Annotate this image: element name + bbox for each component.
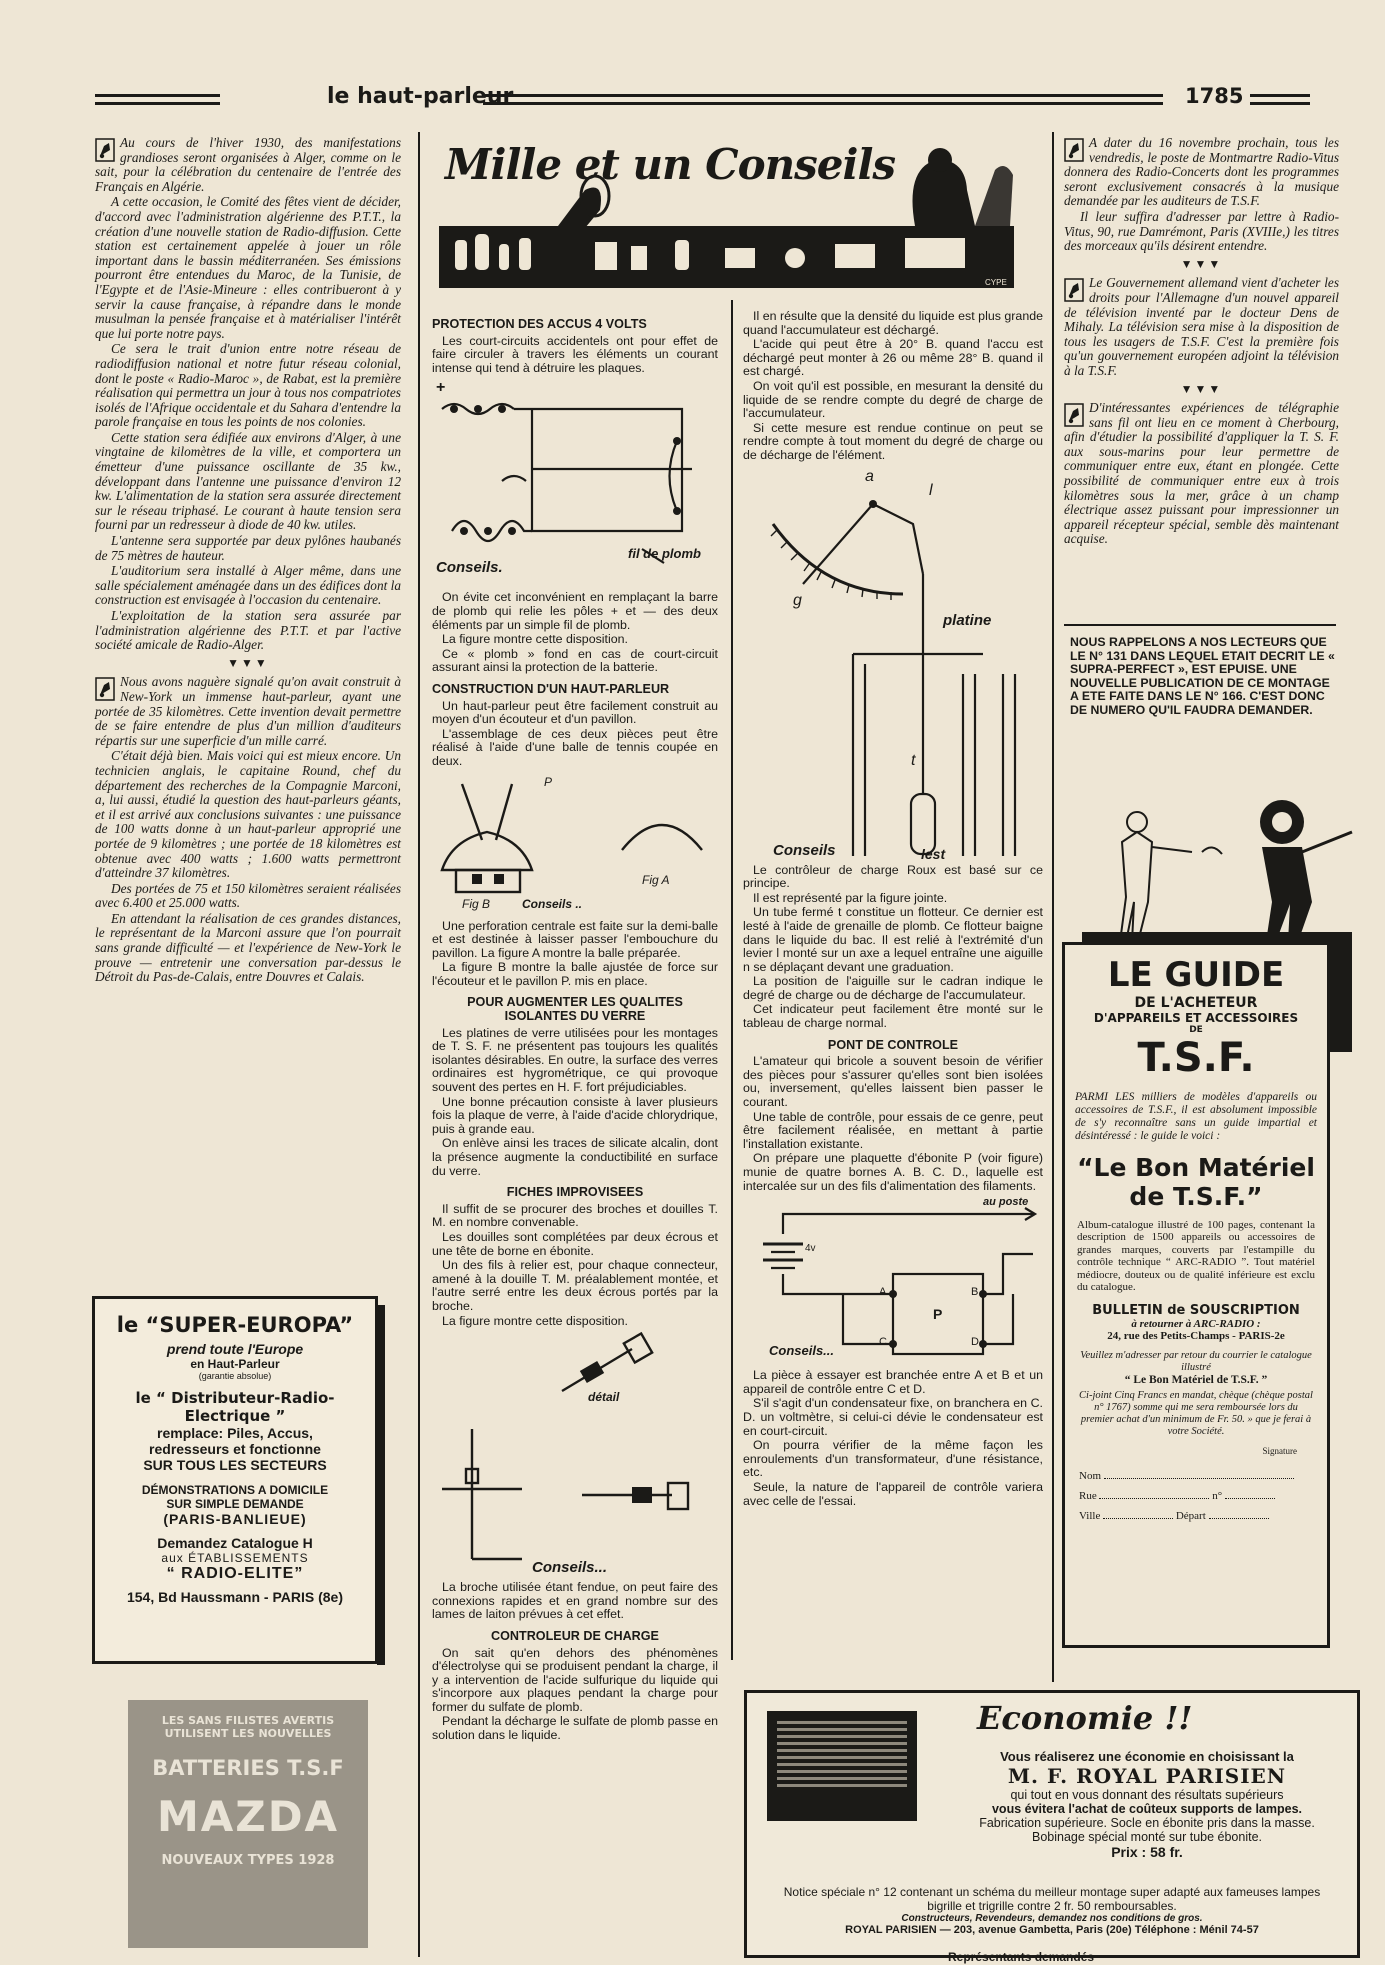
paragraph: On enlève ainsi les traces de silicate alcalin, dont la présence augmente la conductibilité en surface du verre. (432, 1136, 718, 1178)
paragraph: Il en résulte que la densité du liquide est plus grande quand l'accumulateur est déchargé. (743, 309, 1043, 337)
ad-paragraph: Veuillez m'adresser par retour du courrier le catalogue illustré (1080, 1350, 1312, 1374)
figure-label: P (933, 1306, 943, 1323)
ad-paragraph: PARMI LES milliers de modèles d'appareils ou accessoires de T.S.F., il est absolument impossible de s'y reconnaître sans un guide impartial et désintéressé : le guide le voici : (1075, 1091, 1317, 1142)
paragraph: La pièce à essayer est branchée entre A et B et un appareil de contrôle entre C et D. (743, 1368, 1043, 1396)
ad-headline: de T.S.F.” (1129, 1182, 1263, 1211)
paragraph: La figure montre cette disposition. (442, 632, 628, 647)
paragraph: Il est représenté par la figure jointe. (753, 890, 948, 905)
ad-line: 154, Bd Haussmann - PARIS (8e) (126, 1589, 344, 1605)
right-column (1064, 136, 1339, 548)
paragraph: Des portées de 75 et 150 kilomètres seraient réalisées avec 6.400 et 25.000 watts. (95, 880, 401, 911)
section-heading: CONTROLEUR DE CHARGE (491, 1628, 659, 1643)
paragraph: Ce sera le trait d'union entre notre réseau de radiodiffusion national et notre futur réseau colonial, dont le poste « Radio-Maroc », de Rabat, est la première réalisation qui permettra un jour à tous nos compatriotes isolés de l'Afrique occidentale et du Sahara d'entendre la parole française en tous les points de nos colonies. (95, 341, 401, 430)
loudspeaker-icon (1064, 138, 1084, 162)
paragraph: L'amateur qui bricole a souvent besoin de vérifier des pièces pour s'assurer qu'elles sont bien isolées ou, inversement, qu'elles laissent bien passer le courant. (743, 1054, 1043, 1110)
figure-label: A (879, 1286, 887, 1299)
figure-label: platine (943, 611, 992, 629)
figure-plugs (432, 1329, 718, 1581)
ad-line: redresseurs et fonctionne (149, 1441, 321, 1457)
section-banner (435, 130, 1025, 298)
figure-label: a (865, 467, 874, 485)
guide-form-fields (1079, 1466, 1313, 1526)
figure-label: P (544, 774, 553, 789)
column-rule-1 (418, 132, 420, 1957)
paragraph: Nous avons naguère signalé qu'on avait construit à New-York un immense haut-parleur, ayant une portée de 35 kilomètres. Cette invention devait permettre de se faire entendre de plus d'un million d'auditeurs répartis sur une superficie d'un mille carré. (95, 674, 401, 748)
paragraph: L'acide qui peut être à 20° B. quand l'accu est déchargé peut monter à 26 ou même 28° B. quand il est chargé. (743, 337, 1043, 379)
figure-label: détail (588, 1390, 620, 1405)
paragraph: Le contrôleur de charge Roux est basé sur ce principe. (743, 862, 1043, 891)
ad-line: (garantie absolue) (198, 1371, 272, 1381)
loudspeaker-icon (95, 677, 115, 701)
banner-signature: CYPE (985, 278, 1007, 287)
paragraph: A dater du 16 novembre prochain, tous les vendredis, le poste de Montmartre Radio-Vitus donnera des Radio-Concerts dont les programmes seront exclusivement consacrés à la musique demandée par les auditeurs de T.S.F. (1064, 135, 1339, 209)
ad-headline: le “SUPER-EUROPA” (116, 1313, 354, 1337)
masthead (95, 86, 1310, 116)
guide-title: LE GUIDE (1107, 955, 1285, 995)
news-item-cherbourg (1064, 401, 1339, 547)
paragraph: D'intéressantes expériences de télégraphie sans fil ont lieu en ce moment à Cherbourg, afin d'étudier la possibilité d'appliquer la T. S. F. aux sous-marins pour leur permettre de communiquer entre eux, étant en plongée. Cette possibilité de communiquer entre eux à trois kilomètres sous la mer, grâce à un champ électrique assez puissant pour impressionner un appareil récepteur spécial, semble dès maintenant acquise. (1064, 400, 1339, 547)
figure-label: Fig A (642, 872, 670, 887)
masthead-rule-left (95, 94, 220, 105)
news-item-haut-parleur-1 (95, 675, 401, 748)
ad-line: D'APPAREILS ET ACCESSOIRES (1093, 1011, 1299, 1025)
paragraph: Une bonne précaution consiste à laver plusieurs fois la plaque de verre, à l'aide d'acide chlorydrique, puis à grande eau. (432, 1094, 718, 1136)
section-heading: FICHES IMPROVISEES (506, 1185, 644, 1200)
ad-line: “ RADIO-ELITE” (166, 1565, 304, 1582)
paragraph: Si cette mesure est rendue continue on peut se rendre compte à tout moment du degré de charge ou de décharge de l'élément. (743, 420, 1043, 462)
figure-caption: Conseils... (769, 1343, 835, 1359)
economie-footer: Notice spéciale n° 12 contenant un schéma du meilleur montage super adapté aux fameuses lampes bigrille et trigrille contre 2 fr. 50 remboursables. Constructeurs, Revendeurs, demandez nos conditions de gros. ROYAL PARISIEN — 203, avenue Gambetta, Paris (20e) Téléphone : Ménil 74-57 (783, 1885, 1321, 1936)
figure-label: lest (921, 845, 946, 862)
figure-label: Fig B (462, 896, 491, 911)
figure-caption: Conseils (773, 841, 836, 859)
paragraph: Cette station sera édifiée aux environs d'Alger, à une vingtaine de kilomètres de la ville, et comportera un émetteur d'une puissance oscillante de 35 kw., développant dans l'antenne une puissance d'environ 12 kw. L'alimentation de la station sera assurée directement sur le réseau triphasé. Le courant à haute tension sera fourni par un redresseur à diode de 40 kw. utiles. (95, 429, 401, 533)
ad-line: UTILISENT LES NOUVELLES (164, 1727, 332, 1740)
figure-caption: Conseils. (436, 559, 503, 577)
ad-line: NOUVEAUX TYPES 1928 (161, 1853, 335, 1868)
paragraph: Cet indicateur peut facilement être monté sur le tableau de charge normal. (743, 1002, 1043, 1031)
ad-line: en Haut-Parleur (190, 1357, 280, 1371)
ad-line: prend toute l'Europe (166, 1341, 304, 1357)
ad-shadow (377, 1305, 385, 1665)
paragraph: Une perforation centrale est faite sur la demi-balle et est destinée à laisser passer l'embouchure du pavillon. La figure A montre la balle préparée. (432, 918, 718, 960)
paragraph: Les douilles sont complétées par deux écrous et une tête de borne en ébonite. (432, 1229, 718, 1258)
paragraph: On prépare une plaquette d'ébonite P (voir figure) munie de quatre bornes A. B. C. D., laquelle est intercalée sur un des fils d'alimentation des filaments. (743, 1151, 1043, 1193)
ad-brand: T.S.F. (1137, 1035, 1255, 1081)
ad-paragraph: Ci-joint Cinq Francs en mandat, chèque (chèque postal n° 1767) somme qui me sera remboursée lors du premier achat d'un minimum de Fr. 50. » que je ferai à votre Société. (1079, 1390, 1313, 1438)
ad-line: “ Le Bon Matériel de T.S.F. ” (1124, 1374, 1268, 1387)
loudspeaker-icon (1064, 403, 1084, 427)
name-field[interactable]: Nom (1079, 1466, 1313, 1486)
loudspeaker-icon (1064, 278, 1084, 302)
paragraph: Ce « plomb » fond en cas de court-circuit assurant ainsi la protection de la batterie. (432, 646, 718, 675)
paragraph: La position de l'aiguille sur le cadran indique le degré de charge ou de décharge de l'accumulateur. (743, 974, 1043, 1002)
figure-label: D (971, 1336, 979, 1349)
paragraph: Les court-circuits accidentels ont pour effet de faire circuler à travers les éléments un courant intense qui tend à détruire les plaques. (432, 333, 718, 375)
ad-line: DÉMONSTRATIONS A DOMICILE (141, 1483, 329, 1497)
news-item-alger-1 (95, 136, 401, 194)
plus-label: + (436, 379, 446, 397)
economie-text: Vous réaliserez une économie en choisissant la M. F. ROYAL PARISIEN qui tout en vous donnant des résultats supérieurs vous évitera l'achat de coûteux supports de lampes. Fabrication supérieure. Socle en ébonite pris dans la masse. Bobinage spécial monté sur tube ébonite. Prix : 58 fr. (979, 1749, 1315, 1860)
figure-label: l (929, 481, 933, 499)
paragraph: Un des fils à relier est, pour chaque connecteur, amené à la douille T. M. préalablement montée, et l'autre serré entre les deux écrous portés par la broche. (432, 1258, 718, 1313)
column-rule-3 (1052, 132, 1054, 1682)
ad-line: à retourner à ARC-RADIO : (1131, 1318, 1261, 1331)
figure-label: g (793, 591, 802, 609)
guide-illustration (1062, 792, 1362, 942)
ad-line: le “ Distributeur-Radio-Electrique ” (135, 1389, 335, 1425)
paragraph: L'assemblage de ces deux pièces peut être réalisé à l'aide d'une balle de tennis coupée en deux. (432, 726, 718, 768)
ad-line: Demandez Catalogue H (157, 1535, 313, 1551)
paragraph: Il suffit de se procurer des broches et douilles T. M. en nombre convenable. (432, 1201, 718, 1230)
ad-line: 24, rue des Petits-Champs - PARIS-2e (1107, 1330, 1285, 1343)
divider (1064, 624, 1336, 626)
plug-diagram (432, 1329, 718, 1569)
section-heading: PONT DE CONTROLE (827, 1037, 959, 1052)
paragraph: Pendant la décharge le sulfate de plomb passe en solution dans le liquide. (432, 1714, 718, 1743)
middle-column (432, 310, 718, 1744)
city-field[interactable]: Ville Départ (1079, 1506, 1313, 1526)
ad-brand: MAZDA (156, 1792, 340, 1841)
ad-line: (PARIS-BANLIEUE) (163, 1511, 307, 1527)
ad-super-europa (92, 1296, 378, 1664)
figure-label: fil de plomb (628, 546, 701, 562)
ad-mazda (128, 1700, 368, 1948)
banner-title: Mille et un Conseils (445, 140, 896, 189)
ad-line: LES SANS FILISTES AVERTIS (161, 1714, 335, 1727)
ad-economie (744, 1690, 1360, 1958)
news-item-radio-vitus (1064, 136, 1339, 209)
paragraph: Seule, la nature de l'appareil de contrôle variera avec celle de l'essai. (743, 1479, 1043, 1508)
paragraph: C'était déjà bien. Mais voici qui est mieux encore. Un technicien anglais, le capitaine Round, chef du département des recherches de la Compagnie Marconi, a, lui aussi, étudié la question des haut-parleurs géants, et il est arrivé aux conclusions suivantes : une puissance de 100 watts donne à un haut-parleur approprié une portée de 9 kilomètres ; une portée de 18 kilomètres est obtenue avec 400 watts ; 1.600 watts permettront d'atteindre 37 kilomètres. (95, 748, 401, 881)
street-field[interactable]: Rue n° (1079, 1486, 1313, 1506)
column-rule-2 (731, 300, 733, 1660)
figure-caption: Conseils... (532, 1559, 608, 1577)
paragraph: L'exploitation de la station sera assurée par l'administration algérienne des P.T.T. et par l'active société amicale de Radio-Alger. (95, 608, 401, 653)
ad-line: BATTERIES T.S.F (152, 1756, 344, 1780)
masthead-title: le haut-parleur (327, 84, 514, 109)
masthead-rule-center (483, 94, 1163, 105)
figure-label: 4v (805, 1243, 816, 1255)
figure-label: au poste (983, 1196, 1029, 1209)
figure-label: C (879, 1336, 887, 1349)
figure-test-bridge (743, 1194, 1043, 1369)
ad-headline: “Le Bon Matériel (1077, 1153, 1315, 1182)
loudspeaker-icon (95, 138, 115, 162)
paragraph: En attendant la réalisation de ces grandes distances, le représentant de la Marconi assure que l'on pourrait sans grande difficulté — et l'expérience de New-York le prouve — entretenir une conversation par-dessus le Détroit du Pas-de-Calais, entre Douvres et Calais. (95, 910, 401, 985)
paragraph: Il leur suffira d'adresser par lettre à Radio-Vitus, 90, rue Damrémont, Paris (XVIIIe,) les titres des morceaux qu'ils désirent entendre. (1064, 208, 1339, 254)
loudspeaker-diagram (432, 770, 718, 900)
paragraph: A cette occasion, le Comité des fêtes vient de décider, d'accord avec l'administration algérienne des P.T.T., la création d'une nouvelle station de Radio-diffusion. Cette station est certainement appelée à jouer un rôle important dans le bassin méditerranéen. Ses émissions pourront être entendues du Maroc, de la Tunisie, de l'Egypte et de l'Asie-Mineure : elles contribueront à y servir la cause française, à répandre dans le monde musulman la pensée française et à matérialiser l'intérêt que lui porte notre pays. (95, 194, 401, 341)
ad-line: SUR SIMPLE DEMANDE (166, 1497, 304, 1511)
section-separator: ▼▼▼ (1180, 381, 1223, 396)
figure-charge-controller (743, 464, 1043, 864)
ad-line: SUR TOUS LES SECTEURS (143, 1457, 327, 1473)
ad-guide (1062, 792, 1362, 1682)
coil-illustration (767, 1711, 917, 1821)
section-separator: ▼▼▼ (1180, 256, 1223, 271)
masthead-rule-right (1250, 94, 1310, 105)
guide-panel (1062, 942, 1330, 1648)
news-item-television (1064, 276, 1339, 378)
signature-label: Signature (1262, 1446, 1297, 1457)
figure-label: t (911, 751, 916, 769)
paragraph: L'auditorium sera installé à Alger même, dans une salle spécialement aménagée dans un des édifices dont la construction est envisagée à l'occasion du centenaire. (95, 563, 401, 608)
section-heading: CONSTRUCTION D'UN HAUT-PARLEUR (432, 681, 670, 696)
ad-line: remplace: Piles, Accus, (157, 1425, 313, 1441)
section-heading: PROTECTION DES ACCUS 4 VOLTS (432, 317, 647, 331)
figure-caption: Conseils .. (522, 896, 583, 911)
ad-line: Représentants demandés (948, 1950, 1095, 1964)
paragraph: L'antenne sera supportée par deux pylônes haubanés de 75 mètres de hauteur. (95, 533, 401, 563)
ad-paragraph: Album-catalogue illustré de 100 pages, contenant la description de 1500 appareils ou accessoires de grandes marques, couverts par l'estampille du contrôle technique “ ARC-RADIO ”. Tout matériel médiocre, douteux ou de qualité inférieure est exclu du catalogue. (1077, 1219, 1315, 1294)
ad-headline: Economie !! (977, 1699, 1193, 1737)
ad-line: DE L'ACHETEUR (1134, 995, 1258, 1011)
ad-line: DE (1189, 1025, 1203, 1035)
notice-to-readers: NOUS RAPPELONS A NOS LECTEURS QUE LE N° 131 DANS LEQUEL ETAIT DECRIT LE « SUPRA-PERFECT », EST EPUISE. UNE NOUVELLE PUBLICATION DE CE MONTAGE A ETE FAITE DANS LE N° 166. C'EST DONC DE NUMERO QU'IL FAUDRA DEMANDER. (1070, 635, 1335, 717)
paragraph: La figure B montre la balle ajustée de force sur l'écouteur et le pavillon P. mis en place. (432, 960, 718, 988)
section-heading: POUR AUGMENTER LES QUALITES ISOLANTES DU VERRE (467, 995, 683, 1024)
page-number: 1785 (1185, 84, 1244, 108)
ad-line: aux ÉTABLISSEMENTS (161, 1551, 309, 1565)
paragraph: On pourra vérifier de la même façon les enroulements d'un transformateur, d'une résistance, etc. (743, 1438, 1043, 1480)
charge-controller-diagram (743, 464, 1043, 864)
paragraph: Une table de contrôle, pour essais de ce genre, peut être facilement réalisée, en mettant à partie l'installation existante. (743, 1109, 1043, 1151)
paragraph: La figure montre cette disposition. (442, 1313, 628, 1328)
figure-fuse (432, 381, 718, 591)
left-column (95, 136, 401, 986)
paragraph: On sait qu'en dehors des phénomènes d'électrolyse qui se produisent pendant la charge, il y a intervention de l'acide sulfurique du liquide qui s'incorpore aux plaques pendant la charge pour former du sulfate de plomb. (432, 1645, 718, 1714)
ad-line: BULLETIN de SOUSCRIPTION (1092, 1303, 1300, 1319)
paragraph: Un tube fermé t constitue un flotteur. Ce dernier est lesté à l'aide de grenaille de plomb. Ce flotteur baigne dans le liquide du bac. Il est relié à l'extrémité d'un levier l monté sur un axe a lequel entraîne une aiguille n se déplaçant devant une graduation. (743, 905, 1043, 974)
paragraph: Les platines de verre utilisées pour les montages de T. S. F. ne présentent pas toujours les qualités isolantes désirables. En outre, la surface des verres ordinaires est hygrométrique, ce qui provoque souvent des pertes en H. F. fort préjudiciables. (432, 1025, 718, 1095)
paragraph: On voit qu'il est possible, en mesurant la densité du liquide de se rendre compte du degré de charge de l'accumulateur. (743, 378, 1043, 421)
paragraph: Le Gouvernement allemand vient d'acheter les droits pour l'Allemagne d'un nouvel appareil de télévision inventé par le docteur Dens de Mihaly. La télévision sera mise à la disposition de tous les usagers de T.S.F. C'est la première fois qu'un gouvernement européen adjoint la télévision à la T.S.F. (1064, 275, 1339, 378)
paragraph: S'il s'agit d'un condensateur fixe, on branchera en C. D. un voltmètre, si celui-ci dévie le condensateur est en court-circuit. (743, 1396, 1043, 1438)
figure-loudspeaker (432, 770, 718, 920)
paragraph: Un haut-parleur peut être facilement construit au moyen d'un écouteur et d'un pavillon. (432, 698, 718, 727)
figure-label: B (971, 1286, 979, 1299)
right-middle-column (743, 310, 1043, 1509)
paragraph: Au cours de l'hiver 1930, des manifestations grandioses seront organisées à Alger, comme on le sait, pour la célébration du centenaire de l'entrée des Français en Algérie. (95, 135, 401, 194)
section-separator: ▼▼▼ (227, 655, 269, 670)
paragraph: On évite cet inconvénient en remplaçant la barre de plomb qui relie les pôles + et — des deux éléments par un simple fil de plomb. (432, 590, 718, 632)
paragraph: La broche utilisée étant fendue, on peut faire des connexions rapides et en grand nombre sur des lames de laiton prévues à cet effet. (432, 1580, 718, 1622)
test-bridge-diagram (743, 1194, 1043, 1364)
